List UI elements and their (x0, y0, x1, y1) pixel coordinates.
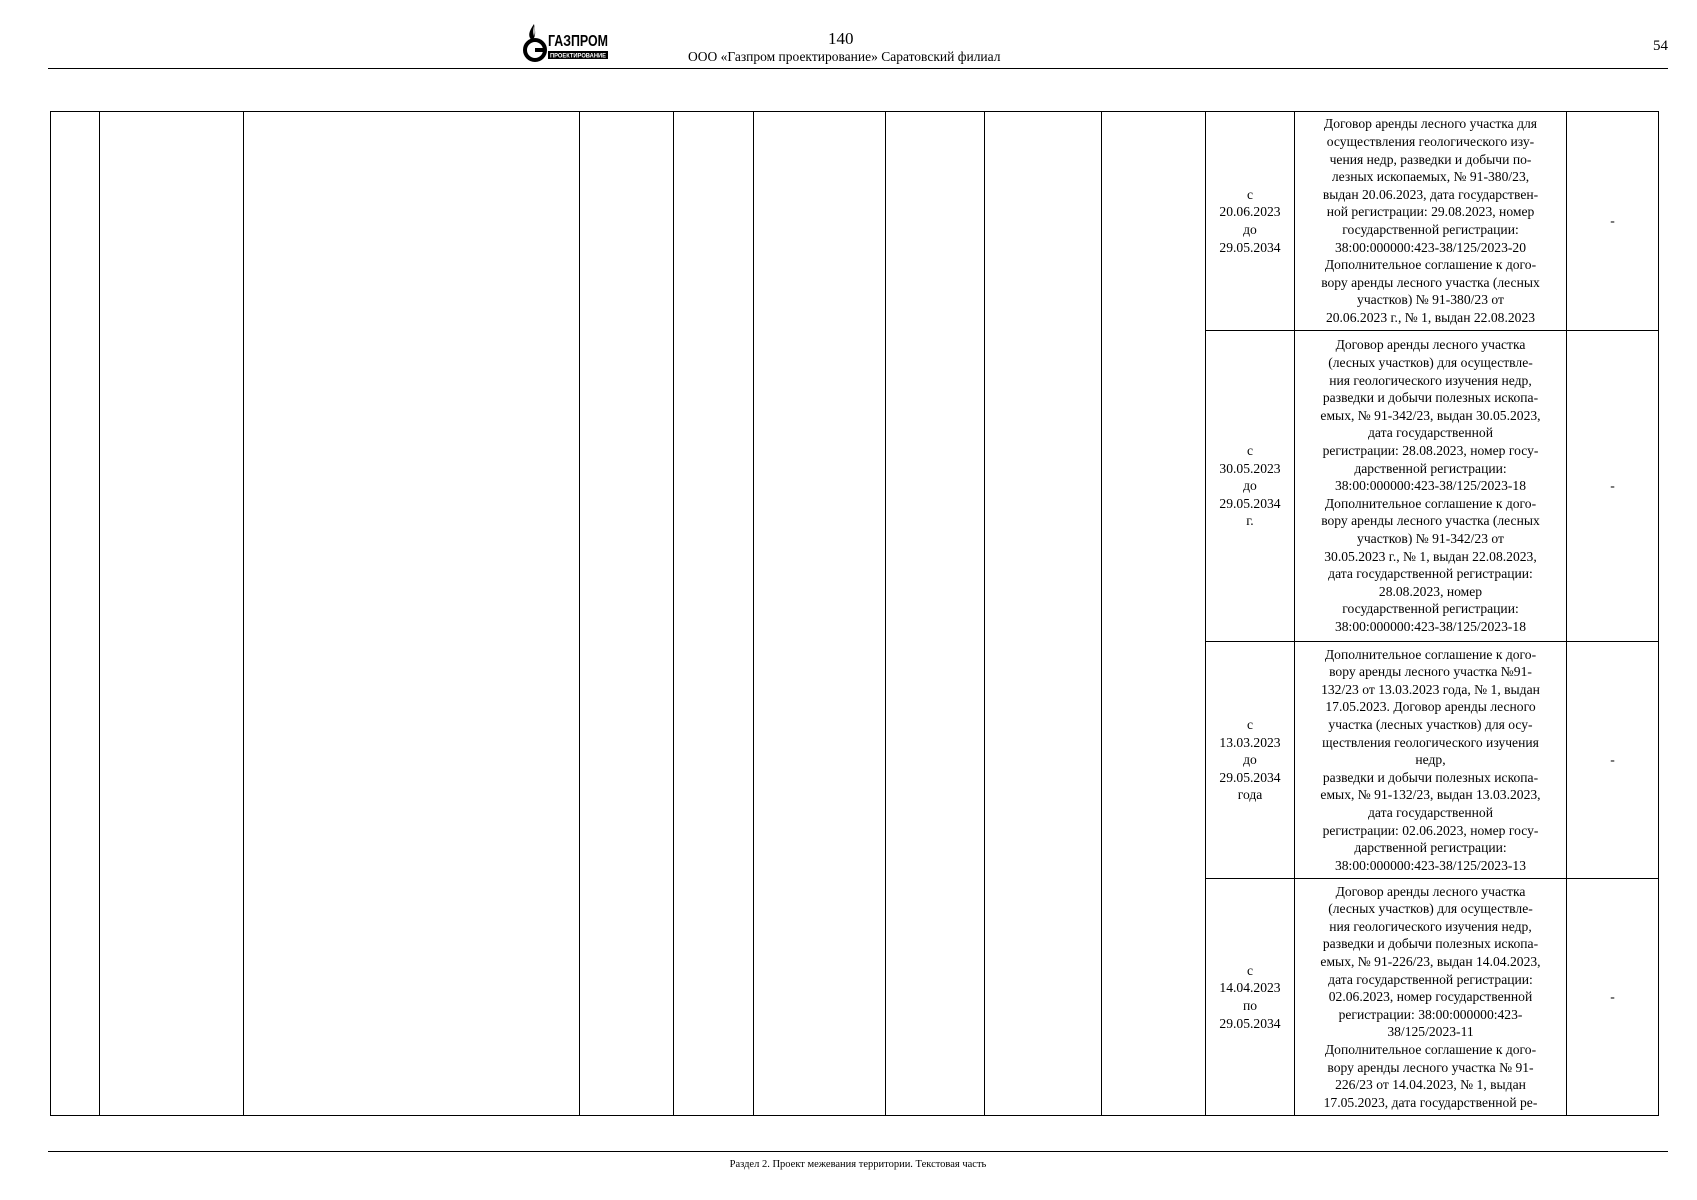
column-8-cell (985, 112, 1102, 1116)
document-cell: Договор аренды лесного участка (лесных участков) для осуществле- ния геологического изучения недр, разведки и добычи полезных ископа- емых, № 91-342/23, выдан 30.05.2023, дата государственной регистрации: 28.08.2023, номер госу- дарственной регистрации: 38:00:000000:423-38/125/2023-18 Дополнительное соглашение к дого- вору аренды лесного участка (лесных участков) № 91-342/23 от 30.05.2023 г., № 1, выдан 22.08.2023, дата государственной регистрации: 28.08.2023, номер государственной регистрации: 38:00:000000:423-38/125/2023-18 (1295, 331, 1567, 642)
footer-text: Раздел 2. Проект межевания территории. Текстовая часть (729, 1159, 987, 1170)
page-number: 54 (1653, 38, 1668, 54)
svg-text:ПРОЕКТИРОВАНИЕ: ПРОЕКТИРОВАНИЕ (550, 53, 606, 60)
document-cell: Дополнительное соглашение к дого- вору аренды лесного участка №91- 132/23 от 13.03.2023 года, № 1, выдан 17.05.2023. Договор аренды лесного участка (лесных участков) для осу- ществления геологического изучения недр, разведки и добычи полезных ископа- емых, № 91-132/23, выдан 13.03.2023, дата государственной регистрации: 02.06.2023, номер госу- дарственной регистрации: 38:00:000000:423-38/125/2023-13 (1295, 642, 1567, 879)
dash-cell: - (1567, 112, 1659, 331)
column-7-cell (886, 112, 985, 1116)
document-cell: Договор аренды лесного участка (лесных участков) для осуществле- ния геологического изучения недр, разведки и добычи полезных ископа- емых, № 91-226/23, выдан 14.04.2023, дата государственной регистрации: 02.06.2023, номер государственной регистрации: 38:00:000000:423- 38/125/2023-11 Дополнительное соглашение к дого- вору аренды лесного участка № 91- 226/23 от 14.04.2023, № 1, выдан 17.05.2023, дата государственной ре- (1295, 879, 1567, 1116)
column-3-cell (244, 112, 580, 1116)
column-1-cell (51, 112, 100, 1116)
gazprom-logo (524, 22, 612, 64)
dash-cell: - (1567, 331, 1659, 642)
dash-cell: - (1567, 879, 1659, 1116)
page-header (48, 18, 1668, 69)
period-cell: с 13.03.2023 до 29.05.2034 года (1206, 642, 1295, 879)
table-row (51, 112, 1659, 331)
column-2-cell (100, 112, 244, 1116)
center-number: 140 (828, 29, 854, 48)
dash-cell: - (1567, 642, 1659, 879)
column-5-cell (674, 112, 754, 1116)
period-cell: с 20.06.2023 до 29.05.2034 (1206, 112, 1295, 331)
document-cell: Договор аренды лесного участка для осуществления геологического изу- чения недр, разведки и добычи по- лезных ископаемых, № 91-380/23, выдан 20.06.2023, дата государствен- ной регистрации: 29.08.2023, номер государственной регистрации: 38:00:000000:423-38/125/2023-20 Дополнительное соглашение к дого- вору аренды лесного участка (лесных участков) № 91-380/23 от 20.06.2023 г., № 1, выдан 22.08.2023 (1295, 112, 1567, 331)
column-9-cell (1102, 112, 1206, 1116)
svg-text:ГАЗПРОМ: ГАЗПРОМ (548, 33, 608, 50)
company-name: ООО «Газпром проектирование» Саратовский филиал (688, 49, 1001, 64)
column-4-cell (580, 112, 674, 1116)
column-6-cell (754, 112, 886, 1116)
period-cell: с 14.04.2023 по 29.05.2034 (1206, 879, 1295, 1116)
page-footer (48, 1151, 1668, 1170)
document-table (50, 111, 1659, 1116)
period-cell: с 30.05.2023 до 29.05.2034 г. (1206, 331, 1295, 642)
